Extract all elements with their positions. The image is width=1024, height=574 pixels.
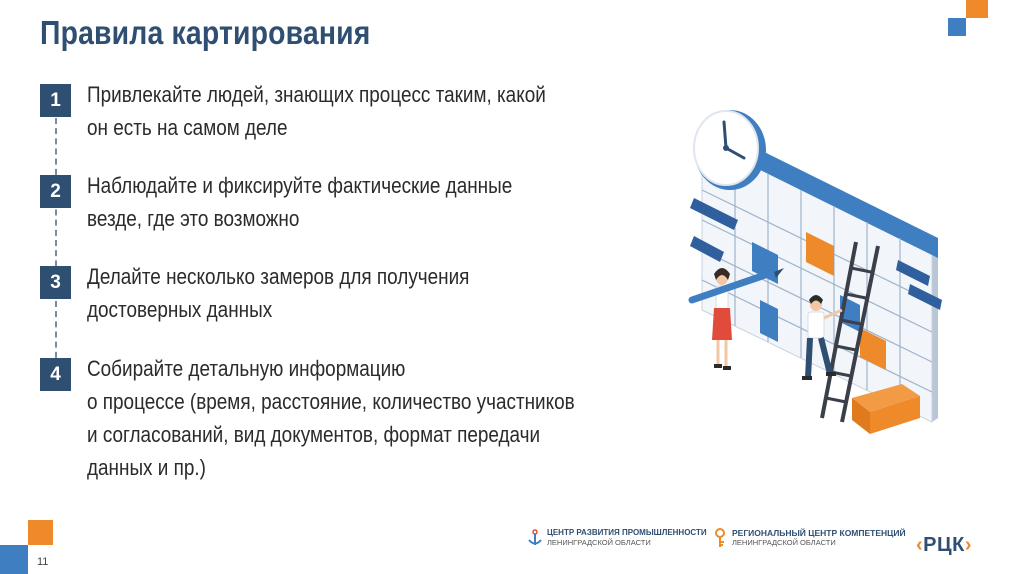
logo-industry-center — [527, 528, 707, 548]
page-title: Правила картирования — [40, 14, 371, 51]
rule-4 — [87, 352, 575, 484]
rule-2 — [87, 169, 512, 235]
decor-square-orange-bottom — [28, 520, 53, 545]
rule-4-line-1: Собирайте детальную информацию — [87, 356, 406, 381]
rule-1-line-2: он есть на самом деле — [87, 115, 288, 140]
rule-1-line-1: Привлекайте людей, знающих процесс таким, какой — [87, 82, 546, 107]
logo2-subtitle: ЛЕНИНГРАДСКОЙ ОБЛАСТИ — [732, 538, 836, 547]
anchor-icon — [527, 529, 543, 547]
logo2-title: РЕГИОНАЛЬНЫЙ ЦЕНТР КОМПЕТЕНЦИЙ — [732, 528, 906, 538]
rule-number-1: 1 — [40, 84, 71, 117]
logo1-title: ЦЕНТР РАЗВИТИЯ ПРОМЫШЛЕННОСТИ — [547, 528, 707, 537]
rule-4-line-3: и согласований, вид документов, формат передачи — [87, 422, 541, 447]
decor-square-orange-top — [966, 0, 988, 18]
page-number: 11 — [37, 556, 49, 568]
rule-1 — [87, 78, 546, 144]
logo-rck — [916, 534, 972, 557]
rule-number-4: 4 — [40, 358, 71, 391]
rule-2-line-1: Наблюдайте и фиксируйте фактические данные — [87, 173, 513, 198]
rck-text: РЦК — [923, 534, 965, 556]
calendar-illustration — [680, 100, 960, 440]
key-icon — [712, 528, 728, 548]
rule-3-line-1: Делайте несколько замеров для получения — [87, 264, 470, 289]
rule-number-3: 3 — [40, 266, 71, 299]
timeline-dashed-line — [55, 118, 57, 368]
chevron-right-icon: › — [964, 534, 972, 556]
clock-icon — [694, 110, 766, 190]
logo-competence-center — [712, 528, 906, 548]
logo1-subtitle: ЛЕНИНГРАДСКОЙ ОБЛАСТИ — [547, 538, 651, 547]
chevron-left-icon: ‹ — [916, 534, 924, 556]
decor-square-blue-bottom — [0, 545, 28, 574]
rule-2-line-2: везде, где это возможно — [87, 206, 300, 231]
rule-number-2: 2 — [40, 175, 71, 208]
rule-4-line-4: данных и пр.) — [87, 455, 206, 480]
rule-4-line-2: о процессе (время, расстояние, количество участников — [87, 389, 575, 414]
rule-3-line-2: достоверных данных — [87, 297, 273, 322]
decor-square-blue-top — [948, 18, 966, 36]
rule-3 — [87, 260, 469, 326]
